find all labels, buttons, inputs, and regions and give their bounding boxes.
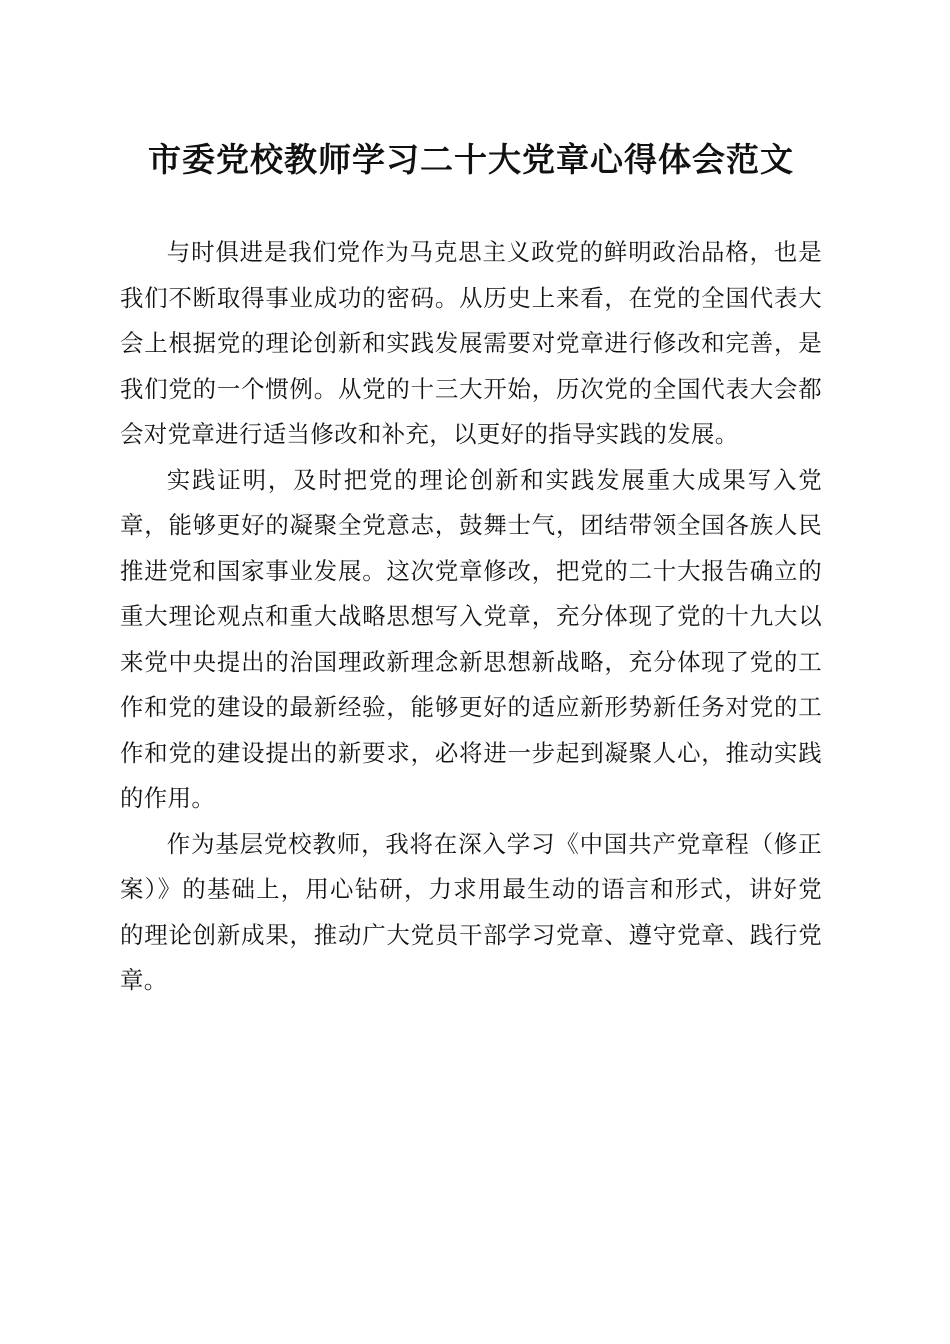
document-body <box>120 230 822 1004</box>
paragraph-1: 与时俱进是我们党作为马克思主义政党的鲜明政治品格，也是我们不断取得事业成功的密码。从历史上来看，在党的全国代表大会上根据党的理论创新和实践发展需要对党章进行修改和完善，是我们党的一个惯例。从党的十三大开始，历次党的全国代表大会都会对党章进行适当修改和补充，以更好的指导实践的发展。 <box>120 238 822 448</box>
paragraph-3: 作为基层党校教师，我将在深入学习《中国共产党章程（修正案）》的基础上，用心钻研，力求用最生动的语言和形式，讲好党的理论创新成果，推动广大党员干部学习党章、遵守党章、践行党章。 <box>120 829 822 994</box>
document-title: 市委党校教师学习二十大党章心得体会范文 <box>148 140 794 179</box>
paragraph-2: 实践证明，及时把党的理论创新和实践发展重大成果写入党章，能够更好的凝聚全党意志，鼓舞士气，团结带领全国各族人民推进党和国家事业发展。这次党章修改，把党的二十大报告确立的重大理论观点和重大战略思想写入党章，充分体现了党的十九大以来党中央提出的治国理政新理念新思想新战略，充分体现了党的工作和党的建设的最新经验，能够更好的适应新形势新任务对党的工作和党的建设提出的新要求，必将进一步起到凝聚人心，推动实践的作用。 <box>120 465 822 812</box>
